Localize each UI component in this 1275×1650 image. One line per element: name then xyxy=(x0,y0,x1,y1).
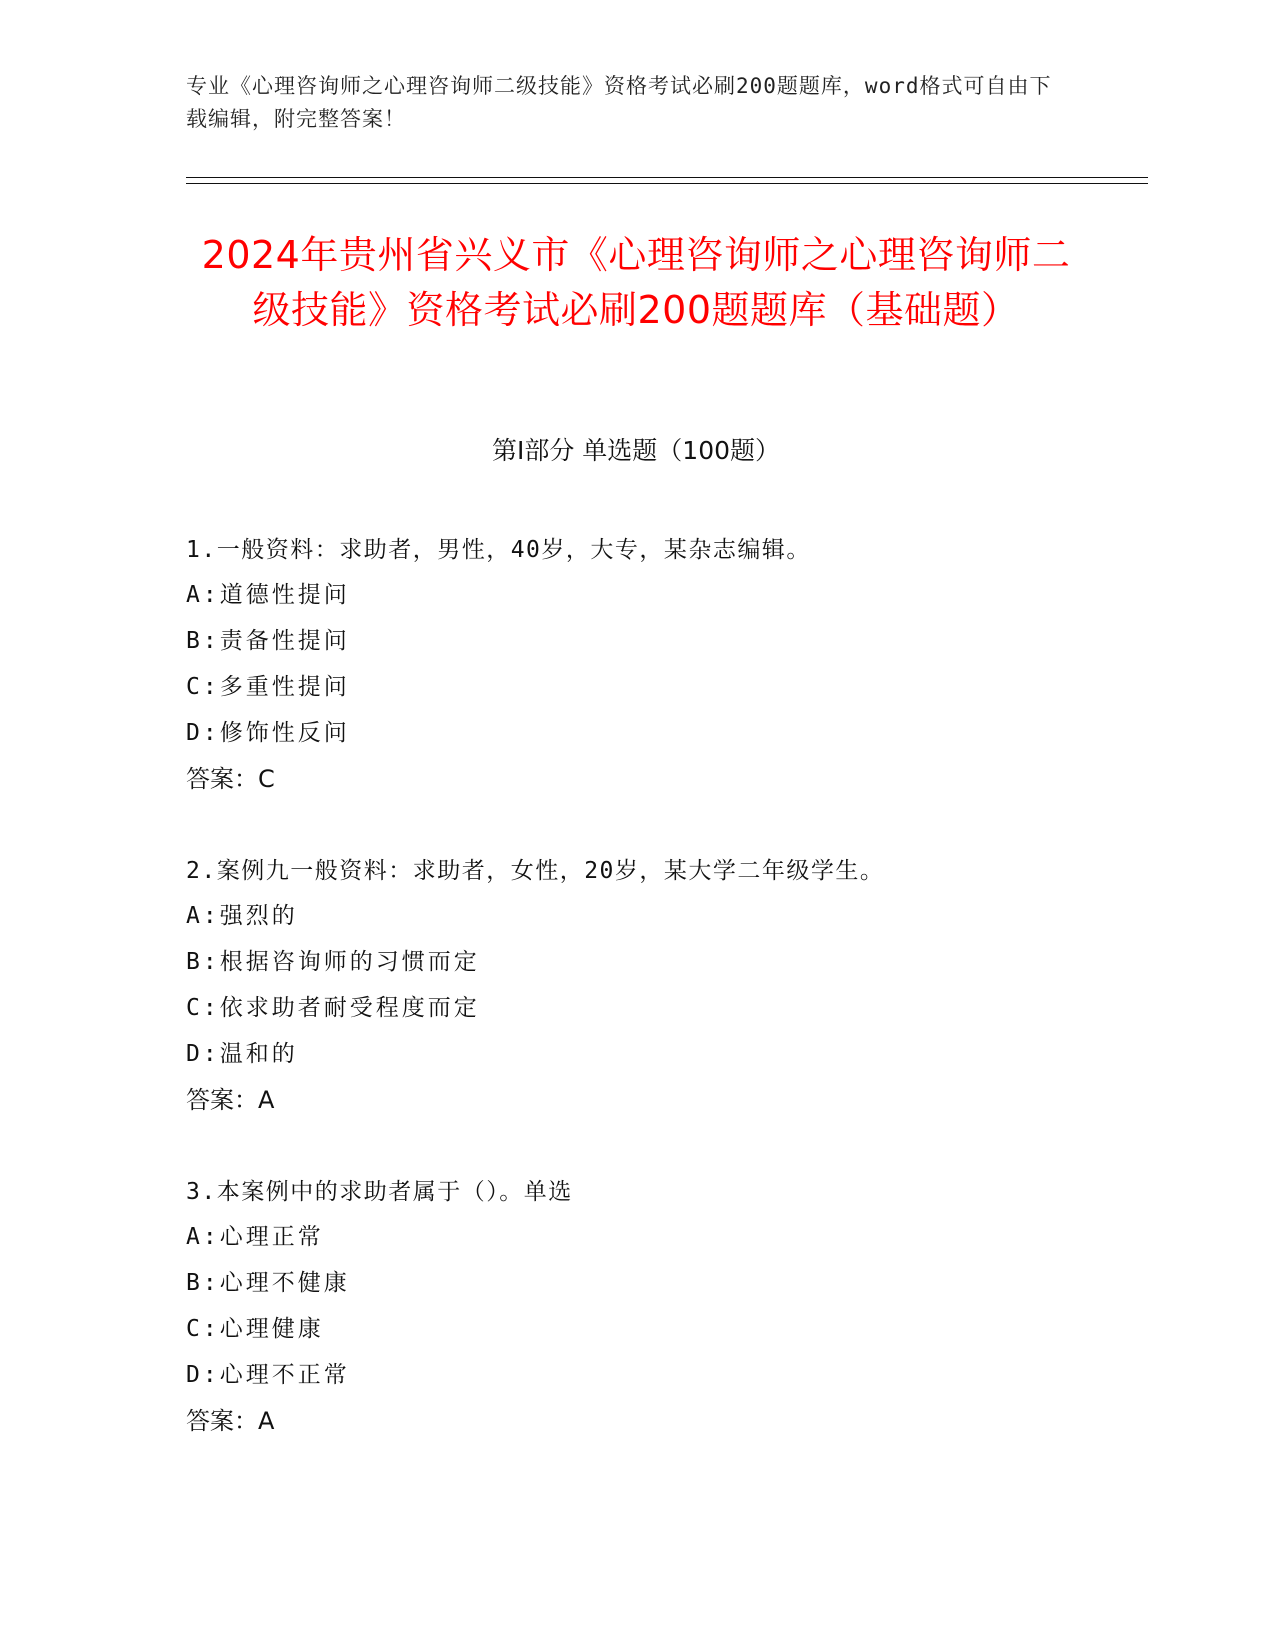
option-b: B:责备性提问 xyxy=(186,628,350,654)
option-b: B:心理不健康 xyxy=(186,1270,350,1296)
question-item xyxy=(186,1170,1086,1444)
option-b: B:根据咨询师的习惯而定 xyxy=(186,949,480,975)
option-a: A:心理正常 xyxy=(186,1224,324,1250)
question-stem: 3.本案例中的求助者属于（）。单选 xyxy=(186,1179,573,1205)
option-c: C:依求助者耐受程度而定 xyxy=(186,995,480,1021)
question-item xyxy=(186,528,1086,802)
question-item xyxy=(186,849,1086,1123)
question-stem: 1.一般资料：求助者，男性，40岁，大专，某杂志编辑。 xyxy=(186,537,811,563)
option-c: C:多重性提问 xyxy=(186,674,350,700)
header-divider-top xyxy=(186,177,1148,178)
option-d: D:温和的 xyxy=(186,1041,298,1067)
answer-line: 答案：A xyxy=(186,1086,275,1114)
header-divider-bottom xyxy=(186,183,1148,184)
section-heading: 第I部分 单选题（100题） xyxy=(491,436,781,465)
header-note: 专业《心理咨询师之心理咨询师二级技能》资格考试必刷200题题库，word格式可自由下载编辑，附完整答案！ xyxy=(186,74,1052,131)
option-d: D:心理不正常 xyxy=(186,1362,350,1388)
answer-line: 答案：A xyxy=(186,1407,275,1435)
option-d: D:修饰性反问 xyxy=(186,720,350,746)
option-a: A:强烈的 xyxy=(186,903,298,929)
option-a: A:道德性提问 xyxy=(186,582,350,608)
question-list xyxy=(186,528,1086,1491)
option-c: C:心理健康 xyxy=(186,1316,324,1342)
answer-line: 答案：C xyxy=(186,765,275,793)
question-stem: 2.案例九一般资料：求助者，女性，20岁，某大学二年级学生。 xyxy=(186,858,885,884)
document-title: 2024年贵州省兴义市《心理咨询师之心理咨询师二级技能》资格考试必刷200题题库（基础题） xyxy=(201,233,1071,332)
